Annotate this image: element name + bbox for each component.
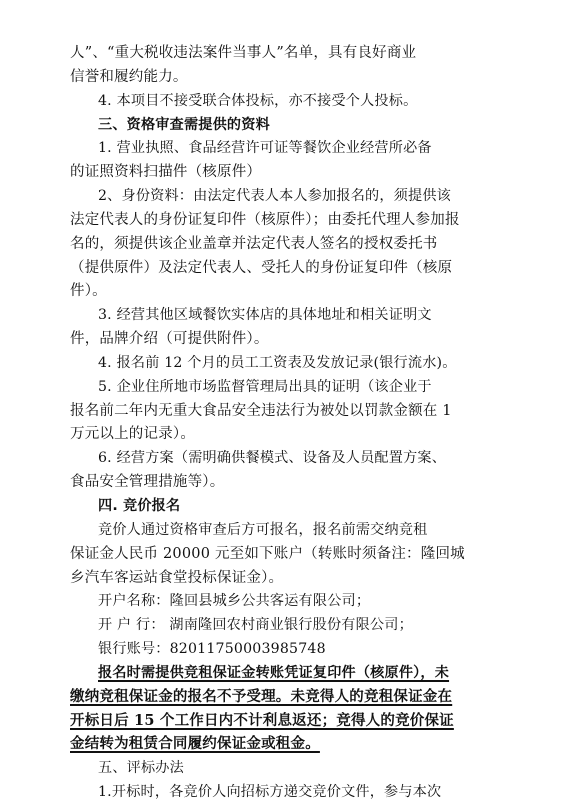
section-heading: 四. 竞价报名 (98, 497, 181, 514)
text-line: 2、身份资料：由法定代表人本人参加报名的，须提供该 (98, 188, 451, 204)
text-line: 人”、“重大税收违法案件当事人”名单，具有良好商业 (70, 45, 417, 61)
text-line: 6. 经营方案（需明确供餐模式、设备及人员配置方案、 (98, 450, 447, 467)
section-heading: 三、资格审查需提供的资料 (98, 116, 270, 133)
text-line: 保证金人民币 20000 元至如下账户（转账时须备注：隆回城 (70, 545, 465, 562)
text-line: 件）。 (70, 283, 107, 300)
emphasis-line: 缴纳竞租保证金的报名不予受理。未竞得人的竞租保证金在 (70, 687, 453, 705)
text-line: （提供原件）及法定代表人、受托人的身份证复印件（核原 (70, 259, 453, 276)
text-line: 报名前二年内无重大食品安全违法行为被处以罚款金额在 1 (70, 402, 452, 419)
text-line: 件，品牌介绍（可提供附件）。 (70, 331, 269, 348)
section-heading: 五、评标办法 (98, 760, 184, 777)
account-number-line: 银行账号：82011750003985748 (98, 641, 326, 657)
text-line: 食品安全管理措施等）。 (70, 474, 225, 491)
text-line: 1.开标时，各竞价人向招标方递交竞价文件，参与本次 (98, 784, 442, 800)
text-line: 的证照资料扫描件（核原件） (70, 164, 262, 181)
text-line: 1. 营业执照、食品经营许可证等餐饮企业经营所必备 (98, 140, 432, 157)
emphasis-line: 开标日后 15 个工作日内不计利息返还；竞得人的竞价保证 (70, 711, 454, 729)
text-line: 竞价人通过资格审查后方可报名，报名前需交纳竞租 (98, 521, 428, 538)
text-line: 4. 本项目不接受联合体投标，亦不接受个人投标。 (98, 92, 418, 109)
text-line: 万元以上的记录）。 (70, 426, 196, 443)
text-line: 5. 企业住所地市场监督管理局出具的证明（该企业于 (98, 378, 432, 395)
text-line: 名的，须提供该企业盖章并法定代表人签名的授权委托书 (70, 235, 438, 252)
text-line: 信誉和履约能力。 (70, 68, 188, 85)
text-line: 法定代表人的身份证复印件（核原件）；由委托代理人参加报 (70, 211, 460, 228)
account-name-line: 开户名称：隆回县城乡公共客运有限公司； (98, 593, 371, 610)
text-line: 3. 经营其他区域餐饮实体店的具体地址和相关证明文 (98, 307, 432, 324)
text-line: 乡汽车客运站食堂投标保证金）。 (70, 569, 284, 586)
text-line: 4. 报名前 12 个月的员工工资表及发放记录(银行流水)。 (98, 354, 457, 371)
emphasis-line: 金结转为租赁合同履约保证金或租金。 (70, 735, 320, 753)
bank-line: 开 户 行： 湖南隆回农村商业银行股份有限公司； (98, 617, 413, 634)
emphasis-line: 报名时需提供竞租保证金转账凭证复印件（核原件），未 (98, 664, 450, 681)
